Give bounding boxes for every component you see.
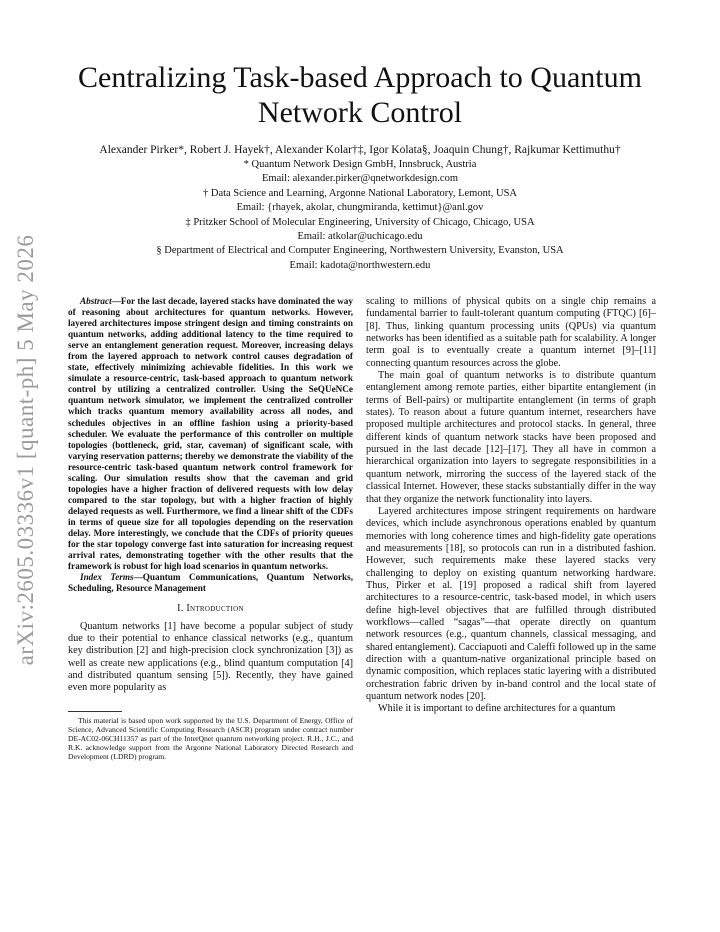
- footnote-rule: [68, 711, 122, 712]
- affiliation-line: ‡ Pritzker School of Molecular Engineering, University of Chicago, Chicago, USA: [185, 216, 535, 228]
- body-paragraph: Layered architectures impose stringent requirements on hardware devices, which include asynchronous operations enabled by quantum memories with long coherence times and high-fidelity gate operations and measurements [18], so protocols can run in a distributed fashion. However, such requirements make these layered stacks very challenging to deploy on existing quantum networking hardware. Thus, Pirker et al. [19] proposed a radical shift from layered architectures to a resource-centric, task-based model, in which users define high-level objectives that are fulfilled through distributed workflows—called “sagas”—that operate directly on quantum network resources (e.g., quantum channels, classical messaging, and shared entanglement). Cacciapuoti and Caleffi followed up in the same direction with a quantum-native organizational principle based on dynamic composition, which replaces static layering with a distributed orchestration fabric driven by in-band control and the local state of quantum network nodes [20].: [366, 505, 656, 702]
- body-paragraph: While it is important to define architectures for a quantum: [378, 703, 616, 715]
- index-terms-text: —Quantum Communications, Quantum Networks, Scheduling, Resource Management: [68, 572, 353, 594]
- left-column: [68, 296, 353, 761]
- section-heading: I. Introduction: [177, 603, 244, 615]
- title-line-1: Centralizing Task-based Approach to Quantum: [78, 61, 642, 94]
- index-terms-label: Index Terms: [80, 572, 134, 583]
- affiliations: [0, 158, 720, 273]
- funding-footnote: This material is based upon work supported by the U.S. Department of Energy, Office of Science, Advanced Scientific Computing Research (ASCR) program under contract number DE-AC02-06CH11357 as part of the InterQnet quantum networking project. R.H., J.C., and R.K. acknowledge support from the Argonne National Laboratory Directed Research and Development (LDRD) program.: [68, 715, 353, 762]
- body-paragraph: The main goal of quantum networks is to distribute quantum entanglement among remote parties, either bipartite entanglement (in terms of Bell-pairs) or multipartite entanglement (in terms of graph states). To reason about a future quantum internet, researchers have proposed multiple architectures and protocol stacks. In general, three different kinds of quantum network stacks have been proposed and pursued in the last decade [12]–[17]. They all have in common a hierarchical organization into layers to segregate responsibilities in a quantum network, mirroring the success of the layered stack of the classical Internet. However, these stacks substantially differ in the way that they organize the network functionality into layers.: [366, 370, 656, 505]
- abstract-text: —For the last decade, layered stacks have dominated the way of reasoning about architectures for quantum networks. However, layered architectures impose stringent design and timing constraints on quantum networks, adding additional latency to the time required to serve an entanglement generation request. Moreover, increasing delays from the layered approach to network control causes degradation of state, effectively minimizing achievable fidelities. In this work we simulate a resource-centric, task-based approach to quantum network control by utilizing a centralized controller. Using the SeQUeNCe quantum network simulator, we implement the centralized controller which tracks quantum memory availability across all nodes, and schedules objectives in an offline fashion using a priority-based scheduler. We evaluate the performance of this controller on multiple topologies (bottleneck, grid, star, caveman) of significant scale, with varying reservation patterns; thereby we demonstrate the viability of the resource-centric task-based quantum network control framework for scaling. Our simulation results show that the caveman and grid topologies have a higher fraction of delivered requests with low delay compared to the star topology, but with a higher fraction of highly delayed requests as well. Furthermore, we find a linear shift of the CDFs in terms of queue size for all topologies depending on the reservation delay. More interestingly, we conclude that the CDFs of priority queues for the star topology converge fast into saturation for increasing request arrival rates, demonstrating together with the other results that the framework is robust for high load scenarios in quantum networks.: [68, 296, 353, 572]
- intro-paragraph: Quantum networks [1] have become a popular subject of study due to their potential to enhance classical networks (e.g., quantum key distribution [2] and high-precision clock synchronization [3]) as well as create new applications (e.g., blind quantum computation [4] and distributed quantum sensing [5]). Recently, they have gained even more popularity as: [68, 620, 353, 694]
- affiliation-email: Email: kadota@northwestern.edu: [289, 259, 431, 271]
- affiliation-email: Email: atkolar@uchicago.edu: [297, 231, 423, 243]
- affiliation-email: Email: {rhayek, akolar, chungmiranda, kettimut}@anl.gov: [236, 202, 484, 214]
- affiliation-line: * Quantum Network Design GmbH, Innsbruck, Austria: [243, 159, 477, 170]
- affiliation-line: † Data Science and Learning, Argonne National Laboratory, Lemont, USA: [202, 187, 518, 199]
- body-paragraph: scaling to millions of physical qubits on a single chip remains a fundamental barrier to fault-tolerant quantum computing (FTQC) [6]–[8]. Thus, linking quantum processing units (QPUs) via quantum networks has been identified as a suitable path for scalability. A longer term goal is to eventually create a quantum internet [9]–[11] connecting quantum resources across the globe.: [366, 296, 656, 369]
- author-list: Alexander Pirker*, Robert J. Hayek†, Alexander Kolar†‡, Igor Kolata§, Joaquin Chung†, Rajkumar Kettimuthu†: [99, 144, 621, 156]
- affiliation-email: Email: alexander.pirker@qnetworkdesign.com: [262, 173, 458, 185]
- affiliation-line: § Department of Electrical and Computer Engineering, Northwestern University, Evanston, USA: [156, 245, 564, 257]
- paper-title: [0, 60, 720, 130]
- index-terms: [68, 572, 353, 594]
- arxiv-watermark: [6, 234, 46, 666]
- title-line-2: Network Control: [257, 96, 463, 129]
- arxiv-identifier: arXiv:2605.03336v1 [quant-ph] 5 May 2026: [13, 234, 38, 666]
- right-column: [366, 296, 656, 716]
- abstract: [68, 296, 353, 572]
- abstract-label: Abstract: [80, 296, 112, 306]
